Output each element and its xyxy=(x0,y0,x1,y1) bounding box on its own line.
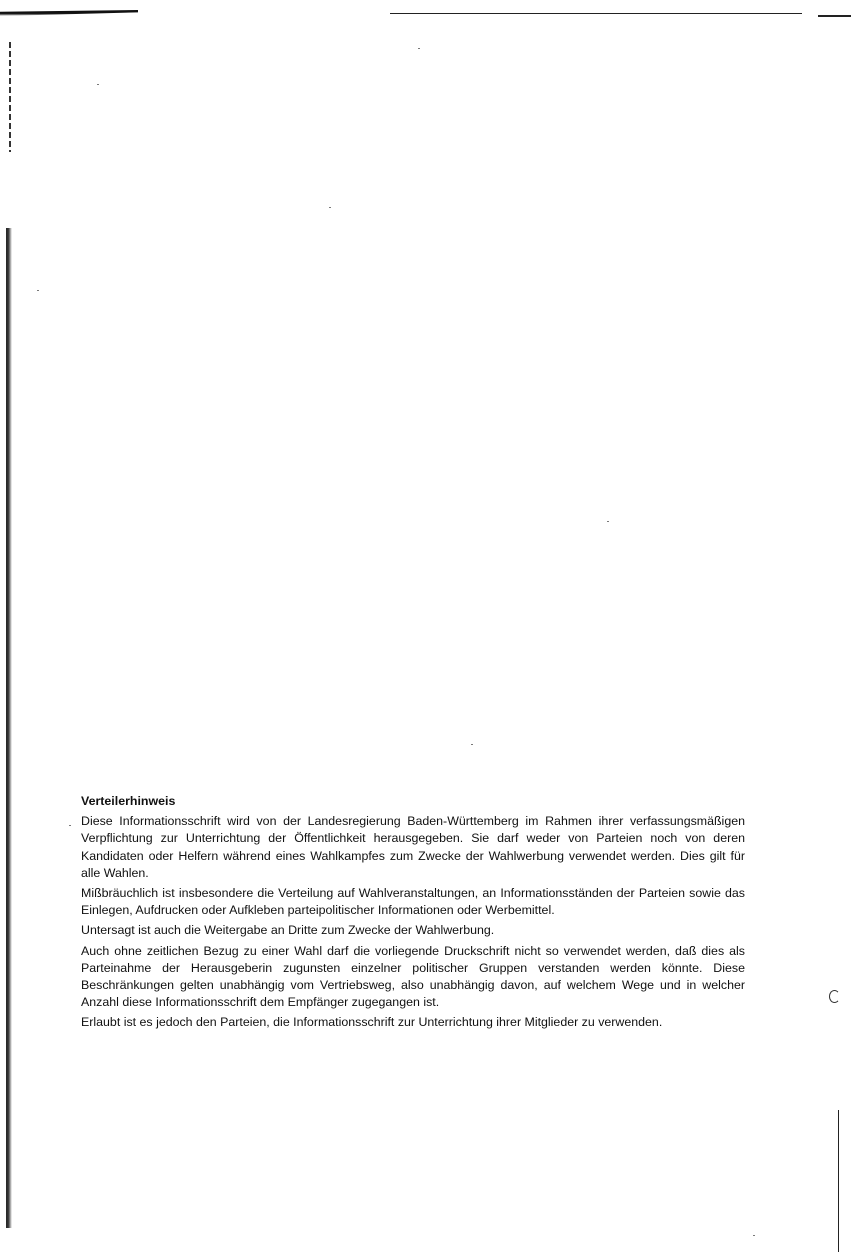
scan-edge-top-left xyxy=(0,10,138,16)
notice-paragraph: Erlaubt ist es jedoch den Parteien, die Informationsschrift zur Unterrichtung ihrer Mitglieder zu verwenden. xyxy=(81,1015,663,1030)
distribution-notice xyxy=(81,793,745,1035)
notice-paragraph: Mißbräuchlich ist insbesondere die Verteilung auf Wahlveranstaltungen, an Informationsständen der Parteien sowie das Einlegen, Aufdrucken oder Aufkleben parteipolitischer Informationen oder Werbemittel. xyxy=(81,886,745,918)
scan-speck xyxy=(37,290,39,291)
scan-edge-top-right-end xyxy=(818,15,851,17)
scan-speck xyxy=(69,825,71,826)
scan-edge-left-lower xyxy=(6,228,12,1228)
scan-speck xyxy=(753,1235,755,1236)
scan-edge-right xyxy=(838,1110,839,1252)
scan-edge-top-right xyxy=(390,13,802,14)
scan-speck xyxy=(607,521,609,522)
scan-speck xyxy=(329,207,331,208)
notice-paragraph: Diese Informationsschrift wird von der Landesregierung Baden-Württemberg im Rahmen ihrer verfassungsmäßigen Verpflichtung zur Unterrichtung der Öffentlichkeit herausgegeben. Sie darf weder von Parteien noch von deren Kandidaten oder Helfern während eines Wahlkampfes zum Zwecke der Wahlwerbung verwendet werden. Dies gilt für alle Wahlen. xyxy=(81,814,745,880)
scan-speck xyxy=(471,744,473,745)
scan-edge-left-upper xyxy=(9,42,11,152)
notice-paragraph: Auch ohne zeitlichen Bezug zu einer Wahl darf die vorliegende Druckschrift nicht so verwendet werden, daß dies als Parteinahme der Herausgeberin zugunsten einzelner politischer Gruppen verstanden werden könnte. Diese Beschränkungen gelten unabhängig vom Vertriebsweg, also unabhängig davon, auf welchem Wege und in welcher Anzahl diese Informationsschrift dem Empfänger zugegangen ist. xyxy=(81,943,745,1010)
notice-title: Verteilerhinweis xyxy=(81,794,176,808)
binder-hole-mark xyxy=(829,990,840,1003)
scan-speck xyxy=(418,48,420,49)
notice-paragraph: Untersagt ist auch die Weitergabe an Dritte zum Zwecke der Wahlwerbung. xyxy=(81,923,495,938)
scan-speck xyxy=(97,84,99,85)
